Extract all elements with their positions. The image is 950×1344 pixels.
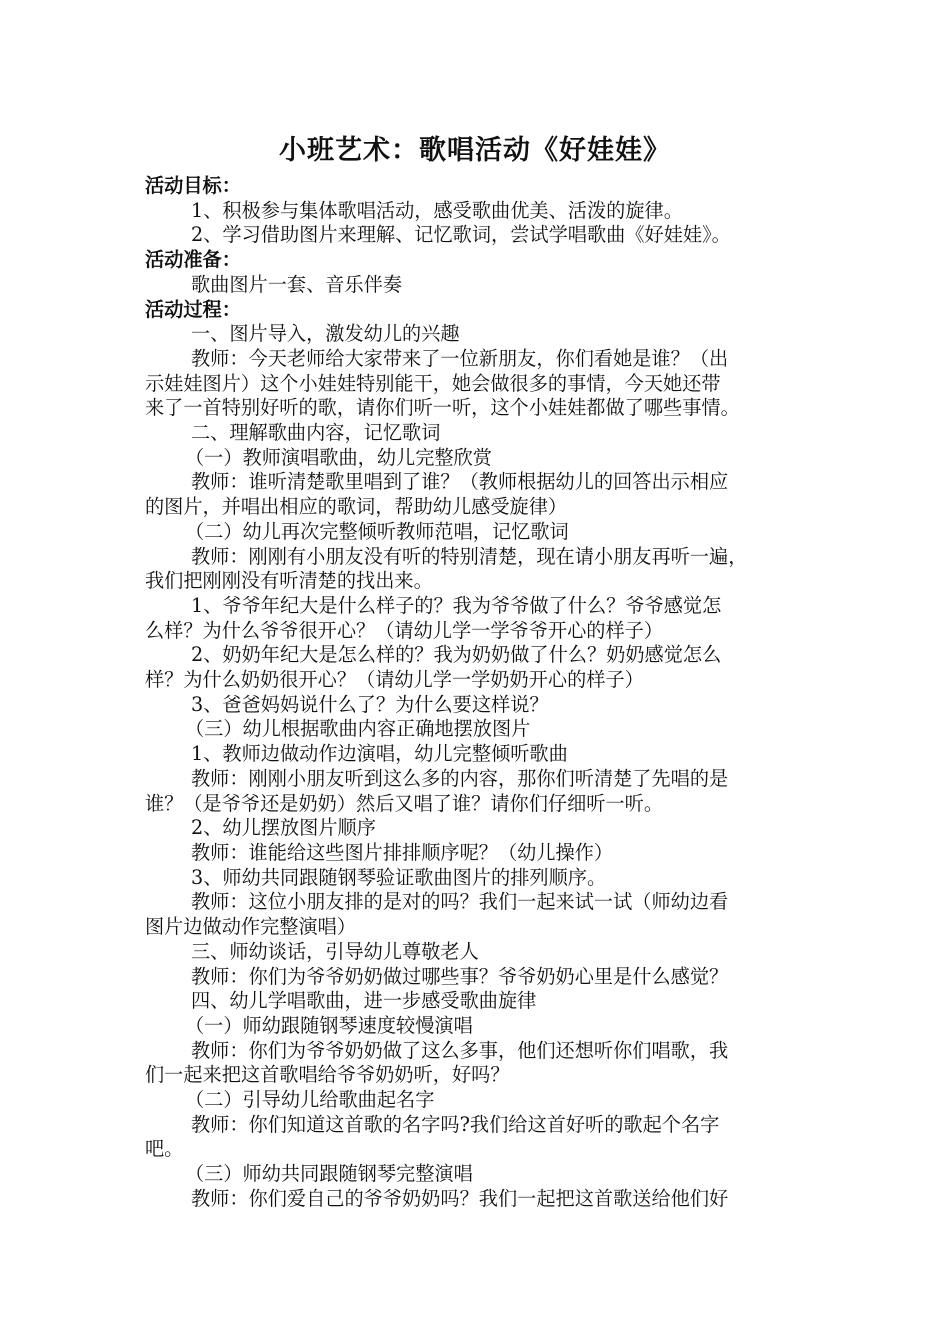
document-body: [145, 174, 815, 1212]
text-line: 教师：谁能给这些图片排排顺序呢？（幼儿操作）: [191, 840, 614, 864]
text-line: 3、爸爸妈妈说什么了？为什么要这样说？: [191, 692, 549, 716]
text-line: （二）幼儿再次完整倾听教师范唱，记忆歌词: [185, 519, 569, 543]
text-line: （一）师幼跟随钢琴速度较慢演唱: [185, 1013, 473, 1037]
text-line: 教师：你们爱自己的爷爷奶奶吗？我们一起把这首歌送给他们好: [191, 1186, 729, 1210]
text-line: 教师：刚刚小朋友听到这么多的内容，那你们听清楚了先唱的是: [191, 766, 729, 790]
section-heading: 活动目标：: [145, 174, 241, 197]
text-line: 样？为什么奶奶很开心？（请幼儿学一学奶奶开心的样子）: [145, 668, 644, 692]
section-heading: 活动过程：: [145, 297, 241, 321]
text-line: 教师：你们知道这首歌的名字吗?我们给这首好听的歌起个名字: [191, 1112, 720, 1136]
text-line: 2、奶奶年纪大是怎么样的？我为奶奶做了什么？奶奶感觉怎么: [191, 643, 722, 667]
text-line: 2、学习借助图片来理解、记忆歌词，尝试学唱歌曲《好娃娃》。: [191, 223, 731, 247]
section-heading: 活动准备：: [145, 248, 241, 272]
text-line: 教师：这位小朋友排的是对的吗？我们一起来试一试（师幼边看: [191, 890, 729, 914]
text-line: 3、师幼共同跟随钢琴验证歌曲图片的排列顺序。: [191, 865, 607, 889]
text-line: 2、幼儿摆放图片顺序: [191, 816, 376, 840]
text-line: 一、图片导入，激发幼儿的兴趣: [191, 322, 460, 346]
text-line: （二）引导幼儿给歌曲起名字: [185, 1088, 435, 1112]
text-line: 教师：你们为爷爷奶奶做了这么多事，他们还想听你们唱歌，我: [191, 1038, 729, 1062]
text-line: 教师：今天老师给大家带来了一位新朋友，你们看她是谁？（出: [191, 346, 729, 370]
text-line: 我们把刚刚没有听清楚的找出来。: [145, 569, 433, 593]
text-line: （一）教师演唱歌曲，幼儿完整欣赏: [185, 445, 492, 469]
text-line: 谁？（是爷爷还是奶奶）然后又唱了谁？请你们仔细听一听。: [145, 791, 664, 815]
text-line: 1、积极参与集体歌唱活动，感受歌曲优美、活泼的旋律。: [191, 198, 683, 222]
text-line: （三）师幼共同跟随钢琴完整演唱: [185, 1162, 473, 1186]
text-line: 三、师幼谈话，引导幼儿尊敬老人: [191, 939, 479, 963]
text-line: 示娃娃图片）这个小娃娃特别能干，她会做很多的事情，今天她还带: [145, 371, 721, 395]
text-line: 么样？为什么爷爷很开心？（请幼儿学一学爷爷开心的样子）: [145, 618, 664, 642]
text-line: （三）幼儿根据歌曲内容正确地摆放图片: [185, 717, 531, 741]
text-line: 教师：你们为爷爷奶奶做过哪些事？爷爷奶奶心里是什么感觉？: [191, 964, 729, 988]
document-title: 小班艺术：歌唱活动《好娃娃》: [279, 135, 671, 166]
text-line: 教师：谁听清楚歌里唱到了谁？（教师根据幼儿的回答出示相应: [191, 470, 729, 494]
text-line: 二、理解歌曲内容，记忆歌词: [191, 421, 441, 445]
text-line: 歌曲图片一套、音乐伴奏: [191, 272, 403, 296]
text-line: 教师：刚刚有小朋友没有听的特别清楚，现在请小朋友再听一遍，: [191, 544, 748, 568]
text-line: 来了一首特别好听的歌，请你们听一听，这个小娃娃都做了哪些事情。: [145, 396, 740, 420]
text-line: 们一起来把这首歌唱给爷爷奶奶听，好吗？: [145, 1063, 510, 1087]
text-line: 吧。: [145, 1137, 184, 1161]
text-line: 1、爷爷年纪大是什么样子的？我为爷爷做了什么？爷爷感觉怎: [191, 593, 722, 617]
text-line: 四、幼儿学唱歌曲，进一步感受歌曲旋律: [191, 989, 537, 1013]
text-line: 图片边做动作完整演唱）: [145, 915, 357, 939]
text-line: 1、教师边做动作边演唱，幼儿完整倾听歌曲: [191, 742, 568, 766]
text-line: 的图片，并唱出相应的歌词，帮助幼儿感受旋律）: [145, 495, 568, 519]
